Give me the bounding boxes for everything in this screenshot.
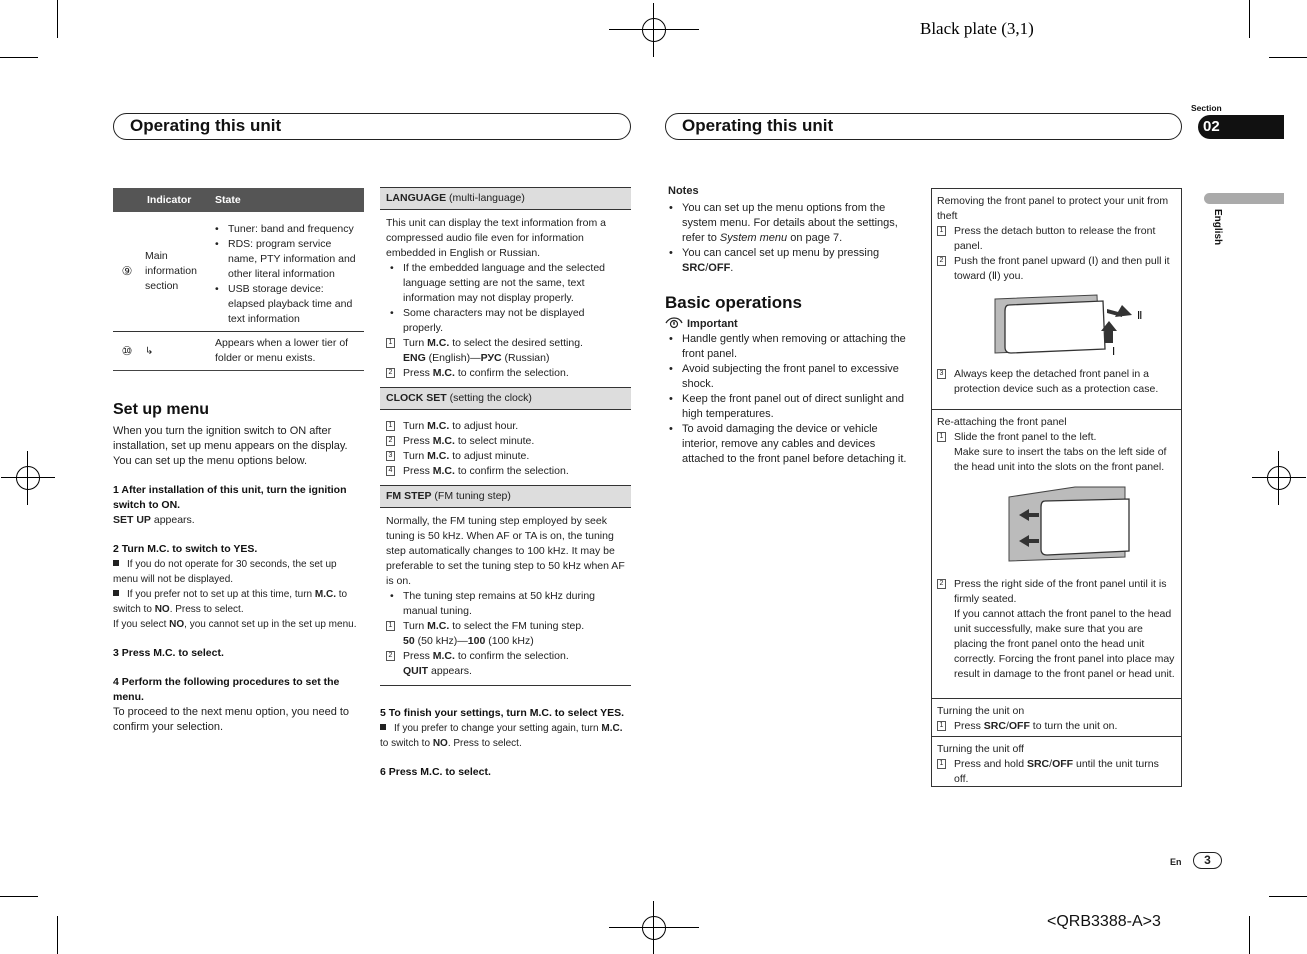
registration-mark-bottom [639, 913, 669, 943]
list-item: • RDS: program service name, PTY information and other literal information [211, 237, 360, 282]
attach-section [932, 410, 1181, 699]
numbered-item: 1 Turn M.C. to adjust hour. [386, 419, 625, 434]
page-title-right: Operating this unit [665, 113, 1182, 140]
plate-label: Black plate (3,1) [920, 19, 1034, 38]
notes-list [665, 201, 915, 276]
numbered-item: 1 Slide the front panel to the left. Make sure to insert the tabs on the left side of the head unit into the slots on the front panel. [937, 430, 1176, 475]
numbered-item: 1 Press SRC/OFF to turn the unit on. [937, 719, 1176, 734]
clock-body [380, 410, 631, 485]
numbered-item: 2 Press M.C. to select minute. [386, 434, 625, 449]
note: If you select NO, you cannot set up in the set up menu. [113, 619, 357, 630]
numbered-item: 1 Press and hold SRC/OFF until the unit turns off. [937, 757, 1176, 787]
list-item: • If the embedded language and the selected language setting are not the same, text information may not display properly. [386, 261, 625, 306]
attach-title: Re-attaching the front panel [937, 416, 1067, 428]
remove-title: Removing the front panel to protect your unit from theft [937, 195, 1169, 222]
crop-mark [57, 916, 58, 954]
numbered-item: 2 Push the front panel upward (Ⅰ) and then pull it toward (Ⅱ) you. [937, 254, 1176, 284]
list-item: • Avoid subjecting the front panel to excessive shock. [665, 362, 915, 392]
attach-figure [1005, 485, 1135, 565]
language-heading: LANGUAGE (multi-language) [380, 187, 631, 210]
remove-section [932, 189, 1181, 410]
section-number: 02 [1198, 115, 1284, 139]
important-label: Important [665, 317, 915, 332]
crop-mark [57, 0, 58, 38]
crop-mark [1249, 916, 1250, 954]
numbered-item: 2 Press the right side of the front panel until it is firmly seated. If you cannot attach the front panel to the head unit successfully, make sure that you are placing the front panel onto the head unit correctly. Forcing the front panel into place may result in damage to the front panel or head unit. [937, 577, 1176, 682]
table-row [113, 332, 364, 371]
indicator-table [113, 188, 364, 371]
notes-heading: Notes [668, 185, 699, 197]
important-icon [665, 317, 683, 329]
column-2 [380, 187, 631, 780]
table-header-state: State [209, 188, 364, 212]
registration-mark-top [639, 15, 669, 45]
row-state: Appears when a lower tier of folder or menu exists. [209, 332, 364, 371]
turn-on-title: Turning the unit on [937, 705, 1025, 717]
important-list [665, 332, 915, 467]
crop-mark [1269, 57, 1307, 58]
state-list [211, 222, 360, 327]
footer-code: <QRB3388-A>3 [1047, 913, 1161, 930]
numbered-item: 3 Always keep the detached front panel in a protection device such as a protection case. [937, 367, 1176, 397]
setup-section [113, 399, 364, 735]
row-indicator: Main information section [141, 212, 209, 332]
footer-lang: En [1170, 857, 1182, 867]
step-2: 2 Turn M.C. to switch to YES. [113, 543, 258, 555]
row-number: ⑨ [113, 212, 141, 332]
fm-step-text: Normally, the FM tuning step employed by seek tuning is 50 kHz. When AF or TA is on, the tuning step automatically changes to 100 kHz. It may be preferable to set the tuning step to 50 kHz when AF is on. [386, 515, 625, 587]
arrow-label-1: Ⅰ [1112, 346, 1116, 358]
numbered-item: 2 Press M.C. to confirm the selection. QUIT appears. [386, 649, 625, 679]
step-5: 5 To finish your settings, turn M.C. to select YES. [380, 707, 625, 719]
step-6: 6 Press M.C. to select. [380, 766, 491, 778]
numbered-item: 1 Turn M.C. to select the desired setting. ENG (English)—РУС (Russian) [386, 336, 625, 366]
note: If you prefer to change your setting again, turn M.C. to switch to NO. Press to select. [380, 723, 623, 749]
note: If you prefer not to set up at this time, turn M.C. to switch to NO. Press to select. [113, 589, 348, 615]
turn-on-section [932, 699, 1181, 737]
language-body [380, 210, 631, 387]
list-item: • Keep the front panel out of direct sunlight and high temperatures. [665, 392, 915, 422]
step-4-text: To proceed to the next menu option, you need to confirm your selection. [113, 706, 350, 733]
list-item: • Tuner: band and frequency [211, 222, 360, 237]
section-label: Section [1191, 103, 1222, 113]
numbered-item: 3 Turn M.C. to adjust minute. [386, 449, 625, 464]
crop-mark [1269, 896, 1307, 897]
table-row [113, 212, 364, 332]
language-tab [1204, 193, 1284, 204]
numbered-item: 4 Press M.C. to confirm the selection. [386, 464, 625, 479]
fm-step-heading: FM STEP (FM tuning step) [380, 485, 631, 508]
crop-mark [0, 57, 38, 58]
setup-heading: Set up menu [113, 401, 210, 418]
list-item: • You can set up the menu options from the system menu. For details about the settings, refer to System menu on page 7. [665, 201, 915, 246]
list-item: • Handle gently when removing or attaching the front panel. [665, 332, 915, 362]
list-item: • USB storage device: elapsed playback time and text information [211, 282, 360, 327]
step-4: 4 Perform the following procedures to set the menu. [113, 676, 340, 703]
step-3: 3 Press M.C. to select. [113, 647, 224, 659]
page-title-left: Operating this unit [113, 113, 631, 140]
step-1-result: SET UP appears. [113, 514, 195, 526]
turn-off-title: Turning the unit off [937, 743, 1024, 755]
numbered-item: 2 Press M.C. to confirm the selection. [386, 366, 625, 381]
column-3 [665, 184, 915, 467]
numbered-item: 1 Press the detach button to release the front panel. [937, 224, 1176, 254]
clock-heading: CLOCK SET (setting the clock) [380, 387, 631, 410]
list-item: • To avoid damaging the device or vehicle interior, remove any cables and devices attached to the front panel before detaching it. [665, 422, 915, 467]
list-item: • You can cancel set up menu by pressing SRC/OFF. [665, 246, 915, 276]
table-header-blank [113, 188, 141, 212]
crop-mark [0, 896, 38, 897]
folder-icon: ↳ [141, 332, 209, 371]
step-1: 1 After installation of this unit, turn the ignition switch to ON. [113, 484, 347, 511]
fm-step-body [380, 508, 631, 686]
turn-off-section [932, 737, 1181, 791]
registration-mark-left [13, 463, 43, 493]
page-number: 3 [1193, 852, 1222, 869]
list-item: • The tuning step remains at 50 kHz during manual tuning. [386, 589, 625, 619]
numbered-item: 1 Turn M.C. to select the FM tuning step. 50 (50 kHz)—100 (100 kHz) [386, 619, 625, 649]
basic-heading: Basic operations [665, 293, 802, 312]
setup-intro: When you turn the ignition switch to ON after installation, set up menu appears on the display. You can set up the menu options below. [113, 425, 348, 467]
language-label: English [1212, 209, 1223, 246]
table-header-indicator: Indicator [141, 188, 209, 212]
list-item: • Some characters may not be displayed properly. [386, 306, 625, 336]
front-panel-box [931, 188, 1182, 787]
language-text: This unit can display the text information from a compressed audio file even for information embedded in English or Russian. [386, 217, 607, 259]
registration-mark-right [1264, 463, 1294, 493]
crop-mark [1249, 0, 1250, 38]
column-1 [113, 188, 364, 735]
row-number: ⑩ [113, 332, 141, 371]
detach-figure [987, 291, 1167, 363]
arrow-label-2: Ⅱ [1137, 310, 1143, 322]
note: If you do not operate for 30 seconds, the set up menu will not be displayed. [113, 559, 337, 585]
